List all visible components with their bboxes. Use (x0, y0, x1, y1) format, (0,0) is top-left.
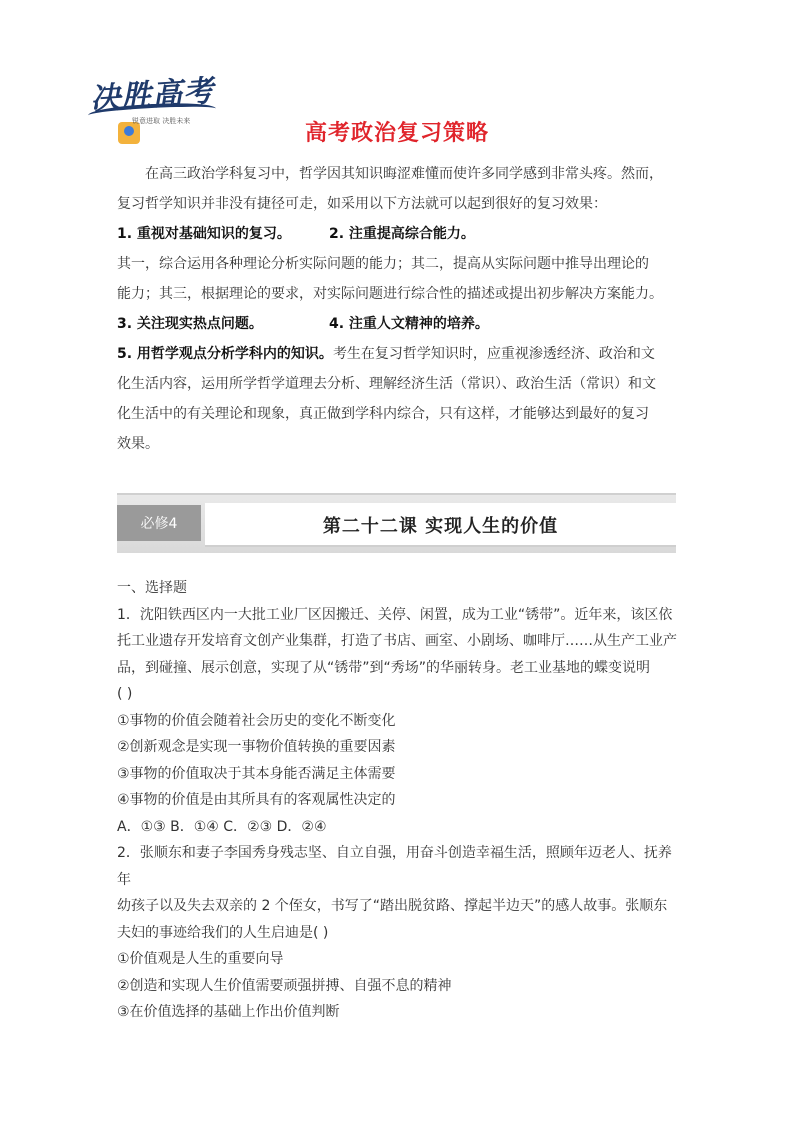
page-title: 高考政治复习策略 (304, 121, 489, 146)
option-line: ③事物的价值取决于其本身能否满足主体需要 (117, 765, 396, 782)
tip-1: 1. 重视对基础知识的复习。 (117, 226, 291, 242)
tip-5-line (117, 339, 679, 369)
tip-detail-line: 其一，综合运用各种理论分析实际问题的能力；其二，提高从实际问题中推导出理论的 (117, 256, 649, 272)
question-line: 2．张顺东和妻子李国秀身残志坚、自立自强，用奋斗创造幸福生活，照顾年迈老人、抚养年 (117, 845, 672, 888)
lesson-banner (117, 493, 676, 553)
banner-title: 第二十二课 实现人生的价值 (322, 516, 559, 537)
tip-5-text: 考生在复习哲学知识时，应重视渗透经济、政治和文 (332, 346, 655, 362)
tip-4: 4. 注重人文精神的培养。 (329, 316, 489, 332)
question-line: 品，到碰撞、展示创意，实现了从“锈带”到“秀场”的华丽转身。老工业基地的蝶变说明 (117, 659, 651, 676)
option-line: ②创新观念是实现一事物价值转换的重要因素 (117, 739, 396, 755)
option-line: ②创造和实现人生价值需要顽强拼搏、自强不息的精神 (117, 977, 452, 994)
tips-row-2 (117, 309, 679, 339)
question-line: 幼孩子以及失去双亲的 2 个侄女，书写了“踏出脱贫路、撑起半边天”的感人故事。张顺东 (117, 898, 668, 914)
logo-subtitle: 锐意进取 决胜未来 (132, 117, 191, 125)
tip-3: 3. 关注现实热点问题。 (117, 316, 263, 332)
question-line: ( ) (117, 686, 133, 702)
answer-choices: A．①③ B．①④ C．②③ D．②④ (117, 818, 327, 835)
tip-5-heading: 5. 用哲学观点分析学科内的知识。 (117, 346, 333, 362)
question-line: 托工业遗存开发培育文创产业集群，打造了书店、画室、小剧场、咖啡厅……从生产工业产 (117, 633, 677, 649)
questions-block (117, 575, 679, 1026)
option-line: ③在价值选择的基础上作出价值判断 (117, 1004, 340, 1020)
intro-line: 在高三政治学科复习中，哲学因其知识晦涩难懂而使许多同学感到非常头疼。然而， (145, 166, 663, 182)
logo-text: 决胜高考 (89, 73, 216, 118)
tip-5-line: 化生活中的有关理论和现象，真正做到学科内综合，只有这样，才能够达到最好的复习 (117, 406, 649, 422)
banner-tab: 必修4 (117, 505, 201, 541)
option-line: ①价值观是人生的重要向导 (117, 951, 284, 967)
intro-line: 复习哲学知识并非没有捷径可走，如采用以下方法就可以起到很好的复习效果： (117, 196, 607, 212)
tip-2: 2. 注重提高综合能力。 (329, 226, 475, 242)
tip-5-line: 效果。 (117, 436, 159, 452)
tip-5-line: 化生活内容，运用所学哲学道理去分析、理解经济生活（常识）、政治生活（常识）和文 (117, 376, 656, 392)
tips-row-1 (117, 219, 679, 249)
option-line: ④事物的价值是由其所具有的客观属性决定的 (117, 792, 396, 808)
banner-title-box (205, 503, 676, 547)
question-line: 1．沈阳铁西区内一大批工业厂区因搬迁、关停、闲置，成为工业“锈带”。近年来，该区依 (117, 606, 673, 623)
option-line: ①事物的价值会随着社会历史的变化不断变化 (117, 712, 396, 729)
section-heading: 一、选择题 (117, 580, 187, 596)
question-line: 夫妇的事迹给我们的人生启迪是( ) (117, 924, 329, 941)
intro-block (117, 159, 679, 459)
tip-detail-line: 能力；其三，根据理论的要求，对实际问题进行综合性的描述或提出初步解决方案能力。 (117, 286, 663, 302)
